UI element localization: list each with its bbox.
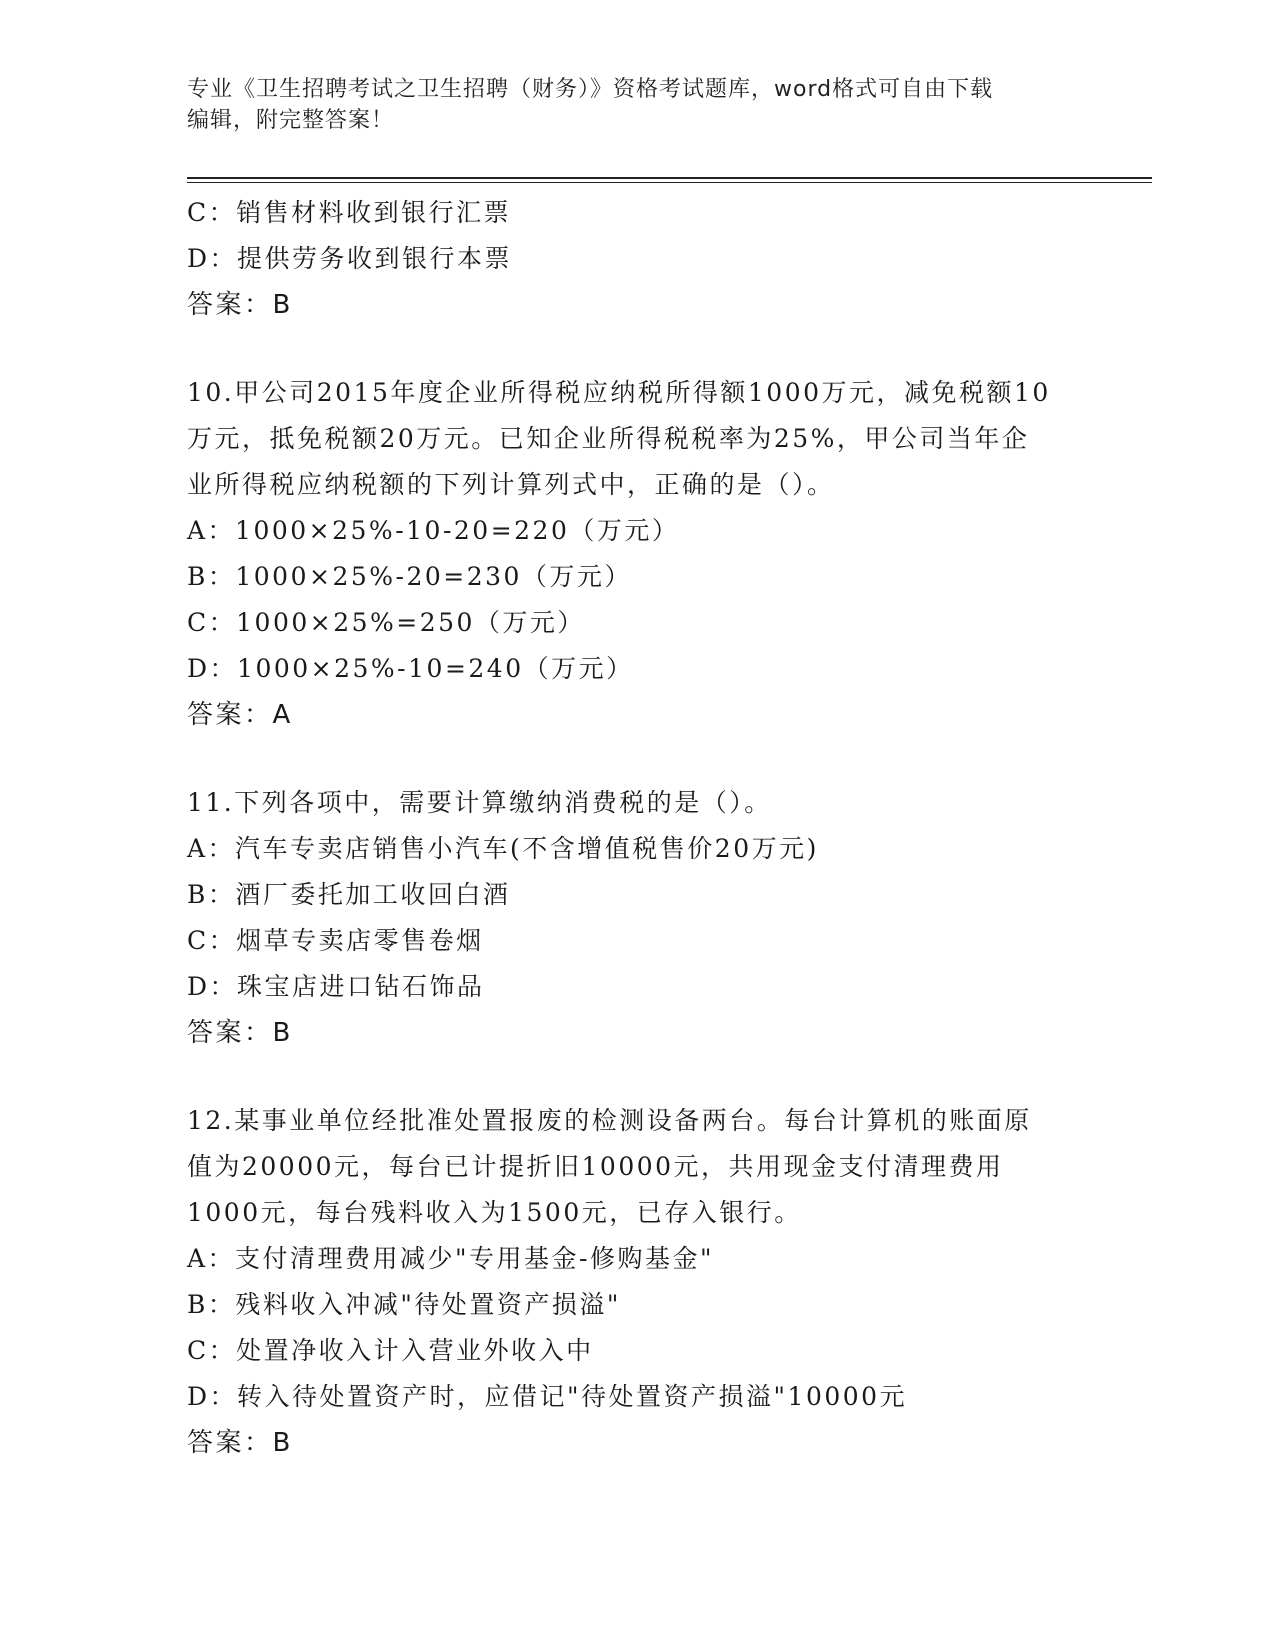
option-a: A：汽车专卖店销售小汽车(不含增值税售价20万元) — [187, 834, 819, 863]
header-divider-thin — [187, 182, 1152, 183]
header-divider — [187, 177, 1152, 179]
option-a: A：支付清理费用减少"专用基金-修购基金" — [187, 1244, 715, 1273]
question-content — [187, 190, 1087, 1466]
option-a: A：1000×25%-10-20=220（万元） — [187, 516, 680, 545]
question-carryover — [187, 190, 1087, 328]
answer-line: 答案：A — [187, 700, 293, 730]
option-d: D：转入待处置资产时，应借记"待处置资产损溢"10000元 — [187, 1382, 908, 1411]
option-c: C：处置净收入计入营业外收入中 — [187, 1336, 594, 1365]
option-b: B：残料收入冲减"待处置资产损溢" — [187, 1290, 621, 1319]
question-12 — [187, 1098, 1087, 1466]
question-stem-line: 1000元，每台残料收入为1500元，已存入银行。 — [187, 1198, 802, 1227]
question-stem-line: 11.下列各项中，需要计算缴纳消费税的是（）。 — [187, 788, 772, 817]
question-stem-line: 业所得税应纳税额的下列计算列式中，正确的是（）。 — [187, 470, 835, 499]
question-10 — [187, 370, 1087, 738]
header-line-1: 专业《卫生招聘考试之卫生招聘（财务）》资格考试题库，word格式可自由下载 — [187, 77, 994, 102]
spacer — [187, 328, 1087, 370]
document-header — [187, 74, 1087, 136]
question-stem-line: 10.甲公司2015年度企业所得税应纳税所得额1000万元，减免税额10 — [187, 378, 1051, 407]
question-stem-line: 值为20000元，每台已计提折旧10000元，共用现金支付清理费用 — [187, 1152, 1004, 1181]
question-stem-line: 万元，抵免税额20万元。已知企业所得税税率为25%，甲公司当年企 — [187, 424, 1030, 453]
option-d: D：提供劳务收到银行本票 — [187, 244, 513, 273]
spacer — [187, 1056, 1087, 1098]
question-stem-line: 12.某事业单位经批准处置报废的检测设备两台。每台计算机的账面原 — [187, 1106, 1032, 1135]
answer-line: 答案：B — [187, 1018, 293, 1048]
option-d: D：珠宝店进口钻石饰品 — [187, 972, 485, 1001]
answer-line: 答案：B — [187, 1428, 293, 1458]
option-c: C：烟草专卖店零售卷烟 — [187, 926, 484, 955]
header-line-2: 编辑，附完整答案！ — [187, 108, 395, 133]
answer-line: 答案：B — [187, 290, 293, 320]
option-c: C：销售材料收到银行汇票 — [187, 198, 512, 227]
option-d: D：1000×25%-10=240（万元） — [187, 654, 634, 683]
question-11 — [187, 780, 1087, 1056]
option-c: C：1000×25%=250（万元） — [187, 608, 585, 637]
spacer — [187, 738, 1087, 780]
option-b: B：1000×25%-20=230（万元） — [187, 562, 632, 591]
option-b: B：酒厂委托加工收回白酒 — [187, 880, 511, 909]
